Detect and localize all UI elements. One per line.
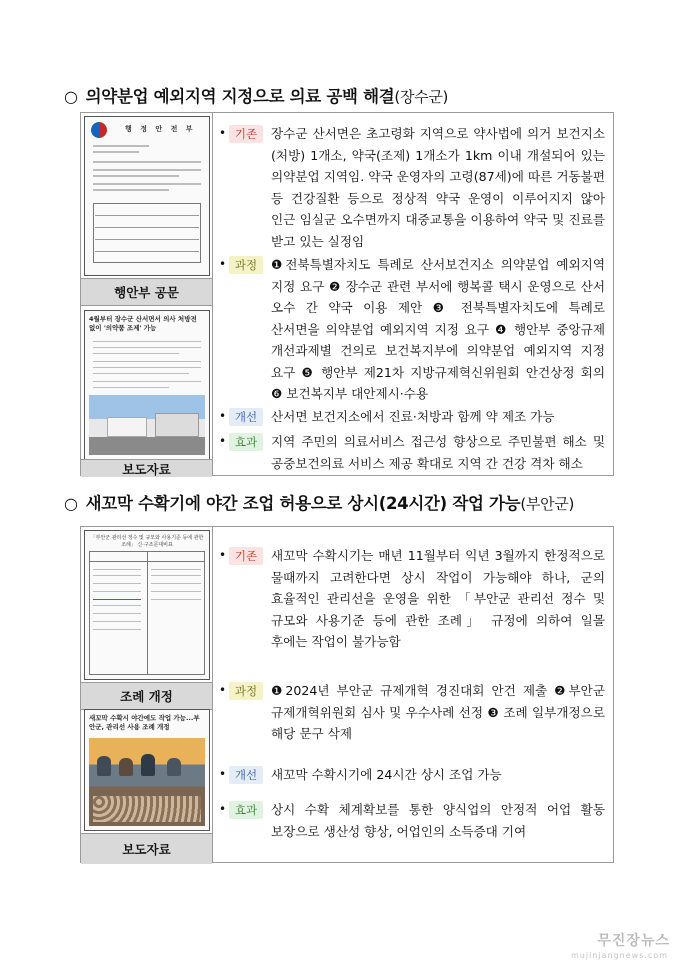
ordinance-table-header: 「부안군 관리선 정수 및 규모와 사용기준 등에 관한 조례」 신·구조문대비표 [90, 535, 204, 548]
tag-improvement: 개선 [229, 766, 263, 784]
government-seal-icon [91, 122, 107, 138]
circle-bullet-icon: ○ [64, 87, 78, 106]
health-center-photo [89, 395, 205, 455]
section2-existing-text: 새꼬막 수확시기는 매년 11월부터 익년 3월까지 한정적으로 물때까지 고려한다면 상시 작업이 가능해야 하나, 군의 효율적인 관리선을 운영을 위한 「부안군 관리선 정수 및 규모와 사용기준 등에 관한 조례」 규정에 의하여 일몰 후에는 작업이 불가능함 [271, 548, 605, 649]
section2-left-column [81, 527, 213, 862]
section2-item-improvement [219, 764, 605, 786]
section1-details [219, 113, 605, 475]
tag-existing: 기존 [229, 547, 263, 565]
cockle-harvest-photo [89, 738, 205, 826]
ordinance-comparison-thumbnail [84, 530, 210, 680]
caption-ordinance-revision: 조례 개정 [81, 682, 212, 710]
section2-item-effect [219, 799, 605, 842]
tag-effect: 효과 [229, 433, 263, 451]
tag-process: 과정 [229, 682, 263, 700]
bullet-dot-icon: • [219, 126, 227, 140]
section1-title: 의약분업 예외지역 지정으로 의료 공백 해결 [85, 87, 395, 106]
watermark-logo: 무진장뉴스 [597, 933, 670, 949]
section2-process-text: ❶2024년 부안군 규제개혁 경진대회 안건 제출 ❷부안군 규제개혁위원회 심사 및 우수사례 선정 ❸ 조례 일부개정으로 해당 문구 삭제 [271, 683, 605, 741]
section2-heading [64, 490, 574, 514]
section1-item-effect [219, 431, 605, 474]
press-release-headline-2: 새꼬막 수확시 야간에도 작업 가능...부안군, 관리선 사용 조례 개정 [89, 714, 200, 731]
section2-improvement-text: 새꼬막 수확시기에 24시간 상시 조업 가능 [271, 767, 502, 782]
tag-improvement: 개선 [229, 408, 263, 426]
tag-existing: 기존 [229, 125, 263, 143]
section2-title: 새꼬막 수확기에 야간 조업 허용으로 상시(24시간) 작업 가능 [85, 494, 521, 513]
document-header: 행 정 안 전 부 [125, 125, 196, 133]
tag-process: 과정 [229, 256, 263, 274]
section1-item-improvement [219, 406, 605, 428]
section1-process-text: ❶전북특별자치도 특례로 산서보건지소 의약분업 예외지역 지정 요구 ❷ 장수군 관련 부서에 행복콜 택시 운영으로 산서 오수 간 약국 이용 제안 ❸ 전북특별자치도에 특례로 산서면을 의약분업 예외지역 지정 요구 ❹ 행안부 중앙규제 개선과제별 건의로 보건복지부에 의약분업 예외지역 지정 요구 ❺ 행안부 제21차 지방규제혁신위원회 안건상정 회의 ❻ 보건복지부 대안제시·수용 [271, 257, 605, 401]
section1-item-process [219, 254, 605, 405]
bullet-dot-icon: • [219, 548, 227, 562]
watermark-url: mujinjangnews.com [571, 951, 668, 960]
bullet-dot-icon: • [219, 802, 227, 816]
official-document-thumbnail [84, 116, 210, 276]
circle-bullet-icon: ○ [64, 494, 78, 513]
section1-left-column [81, 113, 213, 475]
section2-details [219, 527, 605, 862]
caption-press-release: 보도자료 [81, 459, 212, 477]
bullet-dot-icon: • [219, 767, 227, 781]
caption-official-document: 행안부 공문 [81, 278, 212, 306]
document-table [93, 203, 201, 263]
bullet-dot-icon: • [219, 683, 227, 697]
press-release-headline: 4월부터 장수군 산서면서 의사 처방전 없이 '의약품 조제' 가능 [89, 315, 197, 332]
bullet-dot-icon: • [219, 257, 227, 271]
section1-item-existing [219, 123, 605, 252]
press-release-thumbnail-2 [84, 709, 210, 831]
bullet-dot-icon: • [219, 409, 227, 423]
press-release-thumbnail [84, 310, 210, 460]
bullet-dot-icon: • [219, 434, 227, 448]
section2-effect-text: 상시 수확 체계확보를 통한 양식업의 안정적 어업 활동 보장으로 생산성 향상, 어업인의 소득증대 기여 [271, 802, 605, 839]
section1-heading [64, 83, 448, 107]
section1-existing-text: 장수군 산서면은 초고령화 지역으로 약사법에 의거 보건지소(처방) 1개소, 약국(조제) 1개소가 1km 이내 개설되어 있는 의약분업 지역임. 약국 운영자의 고령(87세)에 따른 거동불편 등 건강질환 등으로 정상적 약국 운영이 이루어지지 않아 인근 임실군 오수면까지 대중교통을 이용하여 약국 및 진료를 받고 있는 실정임 [271, 126, 605, 249]
section1-improvement-text: 산서면 보건지소에서 진료·처방과 함께 약 제조 가능 [271, 409, 555, 424]
caption-press-release-2: 보도자료 [81, 833, 212, 864]
section1-effect-text: 지역 주민의 의료서비스 접근성 향상으로 주민불편 해소 및 공중보건의료 서비스 제공 확대로 지역 간 건강 격차 해소 [271, 434, 605, 471]
section1-box [80, 112, 614, 476]
section1-region: (장수군) [394, 88, 449, 106]
section2-item-existing [219, 545, 605, 653]
tag-effect: 효과 [229, 801, 263, 819]
section2-region: (부안군) [520, 495, 575, 513]
section2-item-process [219, 680, 605, 745]
section2-box [80, 526, 614, 863]
